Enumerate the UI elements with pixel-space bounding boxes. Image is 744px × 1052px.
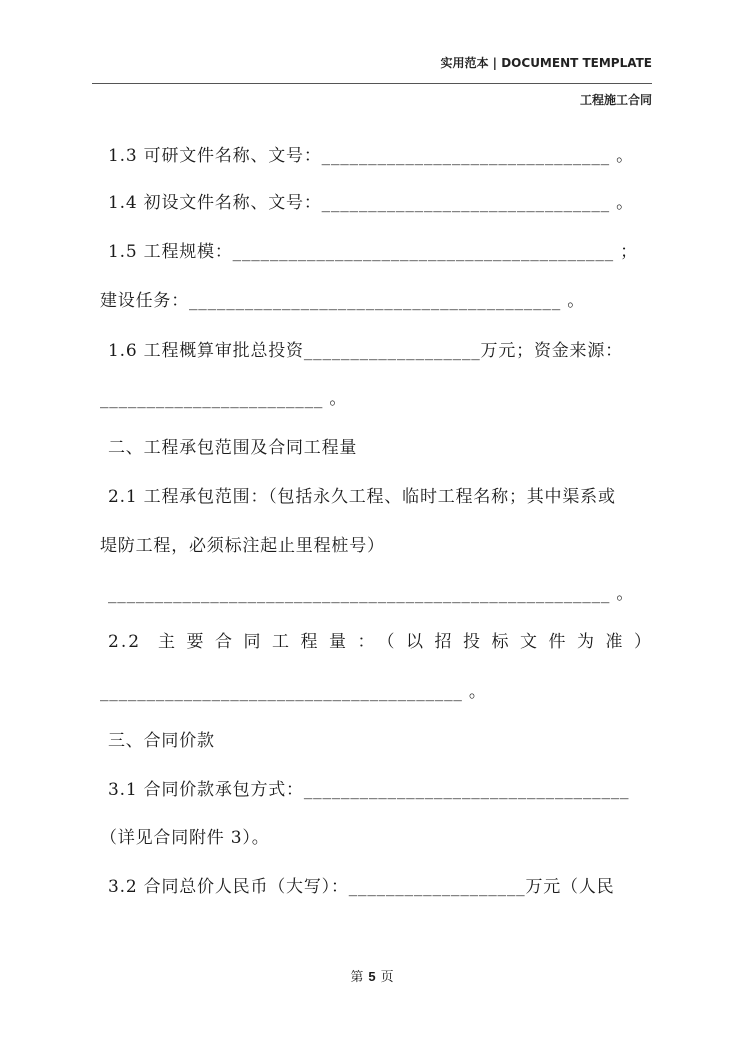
clause-2-1-blank: ______________________________________________________ 。 [108,584,635,604]
footer-prefix: 第 [350,970,364,985]
clause-1-4: 1.4 初设文件名称、文号：_______________________________ 。 [108,193,634,213]
clause-1-6: 1.6 工程概算审批总投资___________________万元；资金来源： [108,341,623,361]
clause-3-1: 3.1 合同价款承包方式：___________________________________ [108,780,630,800]
clause-2-2: 2.2 主要合同工程量：（以招投标文件为准） [108,632,653,652]
header-divider [92,83,652,84]
clause-3-1-continued: （详见合同附件 3）。 [100,828,270,848]
header-brand: 实用范本 | DOCUMENT TEMPLATE [440,56,652,70]
page-number: 5 [368,969,376,984]
section-3-heading: 三、合同价款 [108,731,215,751]
footer-suffix: 页 [380,970,394,985]
clause-2-2-blank: _______________________________________ 。 [100,682,487,702]
clause-construction-task: 建设任务：________________________________________ 。 [100,291,586,311]
clause-1-3: 1.3 可研文件名称、文号：_______________________________ 。 [108,146,634,166]
header-subtitle: 工程施工合同 [579,93,652,107]
page-footer [0,966,744,985]
section-2-heading: 二、工程承包范围及合同工程量 [108,438,358,458]
clause-3-2: 3.2 合同总价人民币（大写）：___________________万元（人民 [108,877,615,897]
clause-2-1-continued: 堤防工程，必须标注起止里程桩号） [100,536,385,556]
clause-1-5: 1.5 工程规模：_________________________________________ ； [108,242,638,262]
clause-1-6-continued: ________________________ 。 [100,389,348,409]
clause-2-1: 2.1 工程承包范围：（包括永久工程、临时工程名称；其中渠系或 [108,487,616,507]
